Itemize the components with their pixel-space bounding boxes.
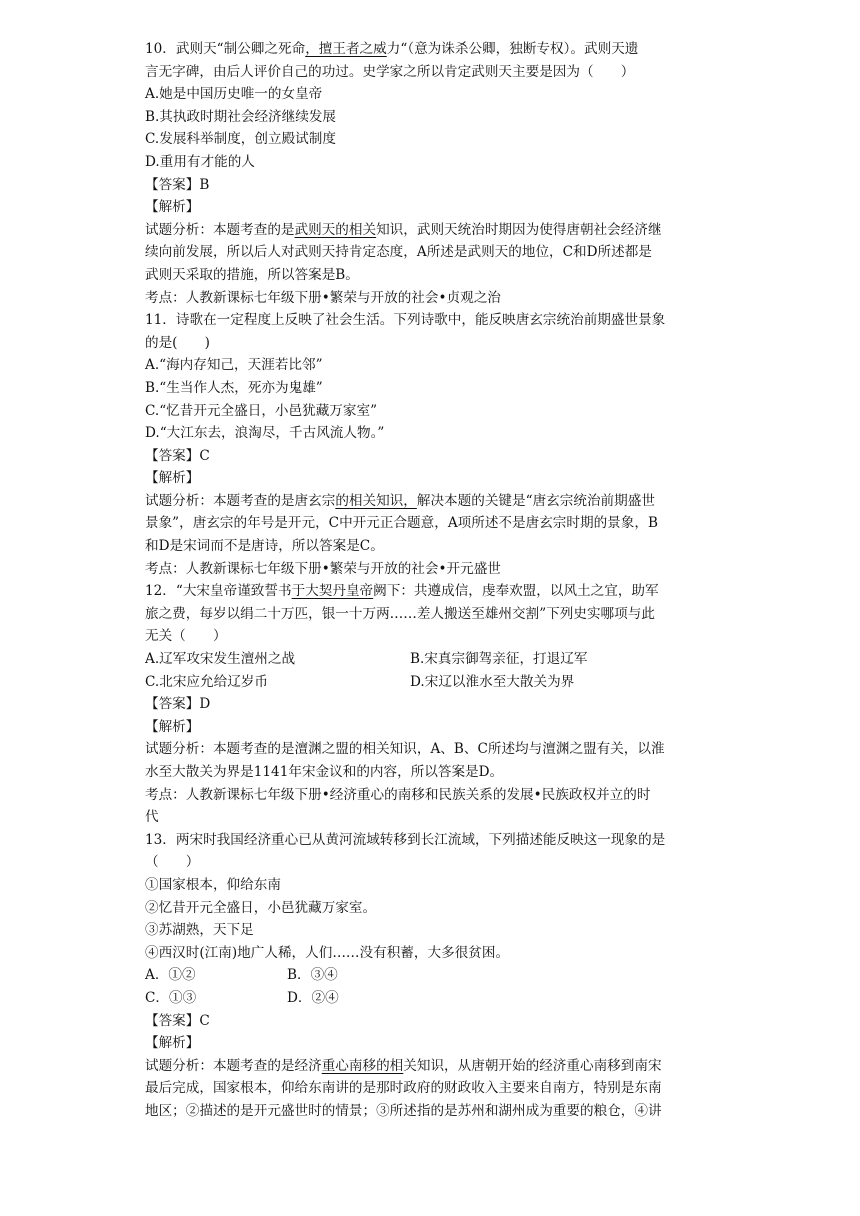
q10-stem-line-1: 10．武则天“制公卿之死命，擅王者之威力“（意为诛杀公卿，独断专权）。武则天遗: [145, 41, 639, 57]
q10-option-d: D.重用有才能的人: [145, 153, 255, 170]
q12-option-c: C.北宋应允给辽岁币: [145, 673, 268, 690]
q10-analysis-line-3: 武则天采取的措施，所以答案是B。: [145, 266, 359, 283]
q13-option-a: A．①②: [145, 967, 196, 984]
q11-analysis-line-1: 试题分析：本题考查的是唐玄宗的相关知识，解决本题的关键是“唐玄宗统治前期盛世: [145, 492, 655, 509]
q10-option-b: B.其执政时期社会经济继续发展: [145, 108, 337, 125]
q12-kaodian-line-2: 代: [145, 809, 159, 826]
q13-option-c: C．①③: [145, 989, 197, 1006]
q11-analysis-label: 【解析】: [145, 470, 200, 487]
q13-stem-line-2: （ ）: [145, 854, 200, 871]
q11-option-d: D.“大江东去，浪淘尽，千古风流人物。”: [145, 425, 385, 442]
q13-answer: 【答案】C: [145, 1012, 210, 1029]
q12-analysis-line-2: 水至大散关为界是1141年宋金议和的内容，所以答案是D。: [145, 764, 504, 780]
q12-option-b: B.宋真宗御驾亲征，打退辽军: [410, 651, 588, 668]
q11-kaodian: 考点：人教新课标七年级下册•繁荣与开放的社会•开元盛世: [145, 560, 501, 577]
q13-item-2: ②忆昔开元全盛日，小邑犹藏万家室。: [145, 899, 377, 916]
underlined-text: 的相关知识，: [335, 492, 417, 509]
q11-answer: 【答案】C: [145, 447, 210, 464]
q10-answer: 【答案】B: [145, 176, 210, 193]
q13-option-b: B．③④: [287, 967, 338, 984]
q12-analysis-line-1: 试题分析：本题考查的是澶渊之盟的相关知识，A、B、C所述均与澶渊之盟有关，以淮: [145, 741, 665, 758]
q12-options-row-2: [145, 671, 725, 694]
q11-analysis-line-3: 和D是宋词而不是唐诗，所以答案是C。: [145, 538, 384, 555]
q12-stem-line-3: 无关（ ）: [145, 628, 227, 645]
document-page: [145, 38, 725, 1123]
q10-analysis-label: 【解析】: [145, 199, 200, 216]
q10-option-c: C.发展科举制度，创立殿试制度: [145, 131, 336, 148]
q13-analysis-label: 【解析】: [145, 1035, 200, 1052]
q11-option-c: C.“忆昔开元全盛日，小邑犹藏万家室”: [145, 402, 378, 419]
q11-stem-line-2: 的是( ): [145, 334, 210, 351]
q11-option-b: B.“生当作人杰，死亦为鬼雄”: [145, 379, 323, 396]
underlined-text: 重心南移的相: [321, 1057, 404, 1074]
q12-stem-line-1: 12．“大宋皇帝谨致誓书于大契丹皇帝阙下：共遵成信，虔奉欢盟，以风土之宜，助军: [145, 583, 659, 600]
q13-options-row-1: [145, 964, 725, 987]
q13-analysis-line-1: 试题分析：本题考查的是经济重心南移的相关知识，从唐朝开始的经济重心南移到南宋: [145, 1057, 662, 1074]
q10-analysis-line-2: 续向前发展，所以后人对武则天持肯定态度，A所述是武则天的地位，C和D所述都是: [145, 244, 652, 261]
underlined-text: 于大契丹皇帝: [291, 583, 374, 600]
q13-analysis-line-2: 最后完成，国家根本，仰给东南讲的是那时政府的财政收入主要来自南方，特别是东南: [145, 1080, 662, 1097]
q12-option-a: A.辽军攻宋发生澶州之战: [145, 651, 296, 668]
q10-option-a: A.她是中国历史唯一的女皇帝: [145, 86, 323, 103]
underlined-text: ，擅王者之威: [305, 41, 387, 57]
underlined-text: 武则天的相关: [294, 221, 377, 238]
q12-kaodian-line-1: 考点：人教新课标七年级下册•经济重心的南移和民族关系的发展•民族政权并立的时: [145, 786, 651, 803]
q13-options-row-2: [145, 987, 725, 1010]
q11-analysis-line-2: 景象”，唐玄宗的年号是开元，C中开元正合题意，A项所述不是唐玄宗时期的景象，B: [145, 515, 658, 532]
q11-stem-line-1: 11．诗歌在一定程度上反映了社会生活。下列诗歌中，能反映唐玄宗统治前期盛世景象: [145, 312, 666, 329]
q12-analysis-label: 【解析】: [145, 718, 200, 735]
q13-item-1: ①国家根本，仰给东南: [145, 876, 281, 893]
q13-analysis-line-3: 地区；②描述的是开元盛世时的情景；③所述指的是苏州和湖州成为重要的粮仓，④讲: [145, 1102, 662, 1119]
q10-kaodian: 考点：人教新课标七年级下册•繁荣与开放的社会•贞观之治: [145, 289, 501, 306]
q12-answer: 【答案】D: [145, 696, 211, 713]
q10-analysis-line-1: 试题分析：本题考查的是武则天的相关知识，武则天统治时期因为使得唐朝社会经济继: [145, 221, 662, 238]
q13-item-4: ④西汉时(江南)地广人稀，人们……没有积蓄，大多很贫困。: [145, 944, 510, 961]
q13-stem-line-1: 13．两宋时我国经济重心已从黄河流域转移到长江流域，下列描述能反映这一现象的是: [145, 831, 666, 848]
q10-stem-line-2: 言无字碑，由后人评价自己的功过。史学家之所以肯定武则天主要是因为（ ）: [145, 63, 635, 80]
q12-stem-line-2: 旅之费，每岁以绢二十万匹，银一十万两……差人搬送至雄州交割”下列史实哪项与此: [145, 605, 655, 622]
q13-option-d: D．②④: [287, 989, 339, 1006]
q11-option-a: A.“海内存知己，天涯若比邻”: [145, 357, 323, 374]
q12-option-d: D.宋辽以淮水至大散关为界: [410, 673, 575, 690]
q12-options-row-1: [145, 648, 725, 671]
q13-item-3: ③苏湖熟，天下足: [145, 922, 254, 939]
